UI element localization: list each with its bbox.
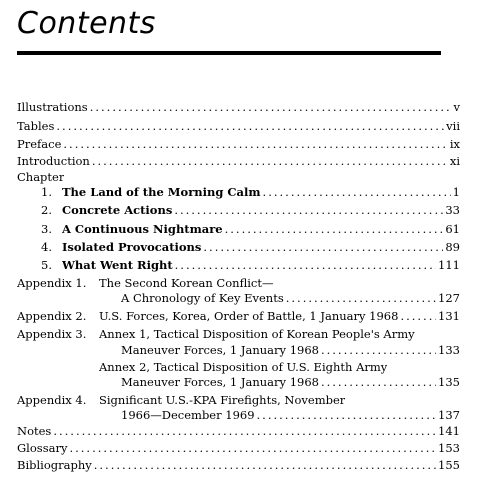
leader-dots [69, 441, 436, 456]
toc-page: 61 [445, 222, 460, 236]
chapter-number: 2. [41, 203, 52, 217]
toc-entry-chapter-5[interactable] [62, 258, 460, 273]
leader-dots [92, 154, 448, 169]
toc-label: Glossary [17, 441, 68, 455]
toc-label: What Went Right [62, 258, 173, 272]
toc-page: ix [449, 137, 460, 151]
chapter-number: 4. [41, 240, 52, 254]
toc-entry-chapter-2[interactable] [62, 203, 460, 218]
toc-entry-illustrations[interactable] [17, 100, 460, 115]
toc-page: xi [449, 154, 460, 168]
toc-page: 1 [452, 185, 460, 199]
toc-page: 133 [438, 343, 460, 357]
toc-label: A Continuous Nightmare [62, 222, 223, 236]
toc-page: 137 [438, 408, 460, 422]
toc-page: 153 [438, 441, 460, 455]
toc-label: The Land of the Morning Calm [62, 185, 261, 199]
leader-dots [263, 185, 451, 200]
toc-page: 141 [438, 424, 460, 438]
toc-label: Illustrations [17, 100, 88, 114]
toc-label: 1966—December 1969 [121, 408, 255, 422]
toc-page: 33 [445, 203, 460, 217]
toc-label: Notes [17, 424, 52, 438]
toc-label: Bibliography [17, 458, 92, 472]
leader-dots [203, 240, 443, 255]
toc-entry-chapter-1[interactable] [62, 185, 460, 200]
leader-dots [400, 309, 436, 324]
leader-dots [94, 458, 436, 473]
leader-dots [175, 258, 436, 273]
appendix-tag: Appendix 4. [17, 393, 87, 407]
chapter-number: 3. [41, 222, 52, 236]
page-title: Contents [17, 6, 156, 41]
leader-dots [321, 375, 436, 390]
toc-page: 135 [438, 375, 460, 389]
toc-entry-glossary[interactable] [17, 441, 460, 456]
toc-page: 89 [445, 240, 460, 254]
toc-page: 131 [438, 309, 460, 323]
chapter-heading: Chapter [17, 170, 65, 184]
appendix-4-title-line1: Significant U.S.-KPA Firefights, November [99, 393, 346, 407]
toc-page: 127 [438, 291, 460, 305]
toc-label: Maneuver Forces, 1 January 1968 [121, 343, 319, 357]
leader-dots [174, 203, 443, 218]
leader-dots [286, 291, 436, 306]
toc-entry-appendix-2[interactable] [99, 309, 460, 324]
toc-entry-appendix-3-annex-1[interactable] [121, 343, 460, 358]
toc-label: Concrete Actions [62, 203, 173, 217]
leader-dots [63, 137, 447, 152]
appendix-3-annex-2-line1: Annex 2, Tactical Disposition of U.S. Eighth Army [99, 360, 388, 374]
toc-entry-notes[interactable] [17, 424, 460, 439]
leader-dots [321, 343, 436, 358]
toc-entry-chapter-4[interactable] [62, 240, 460, 255]
toc-label: A Chronology of Key Events [121, 291, 284, 305]
toc-label: Tables [17, 119, 55, 133]
toc-label: Introduction [17, 154, 90, 168]
toc-entry-appendix-4[interactable] [121, 408, 460, 423]
leader-dots [257, 408, 437, 423]
toc-entry-appendix-1[interactable] [121, 291, 460, 306]
toc-label: Preface [17, 137, 62, 151]
toc-entry-introduction[interactable] [17, 154, 460, 169]
toc-label: Maneuver Forces, 1 January 1968 [121, 375, 319, 389]
toc-label: U.S. Forces, Korea, Order of Battle, 1 January 1968 [99, 309, 399, 323]
leader-dots [90, 100, 452, 115]
chapter-number: 5. [41, 258, 52, 272]
toc-page: 155 [438, 458, 460, 472]
toc-entry-tables[interactable] [17, 119, 460, 134]
appendix-1-title-line1: The Second Korean Conflict— [99, 276, 274, 290]
toc-page: 111 [438, 258, 460, 272]
toc-label: Isolated Provocations [62, 240, 202, 254]
appendix-tag: Appendix 2. [17, 309, 87, 323]
chapter-number: 1. [41, 185, 52, 199]
toc-entry-appendix-3-annex-2[interactable] [121, 375, 460, 390]
toc-entry-chapter-3[interactable] [62, 222, 460, 237]
appendix-3-annex-1-line1: Annex 1, Tactical Disposition of Korean People's Army [99, 327, 415, 341]
leader-dots [56, 119, 444, 134]
toc-entry-bibliography[interactable] [17, 458, 460, 473]
toc-page: vii [446, 119, 460, 133]
appendix-tag: Appendix 1. [17, 276, 87, 290]
toc-page: v [453, 100, 460, 114]
leader-dots [53, 424, 436, 439]
toc-entry-preface[interactable] [17, 137, 460, 152]
appendix-tag: Appendix 3. [17, 327, 87, 341]
leader-dots [225, 222, 444, 237]
